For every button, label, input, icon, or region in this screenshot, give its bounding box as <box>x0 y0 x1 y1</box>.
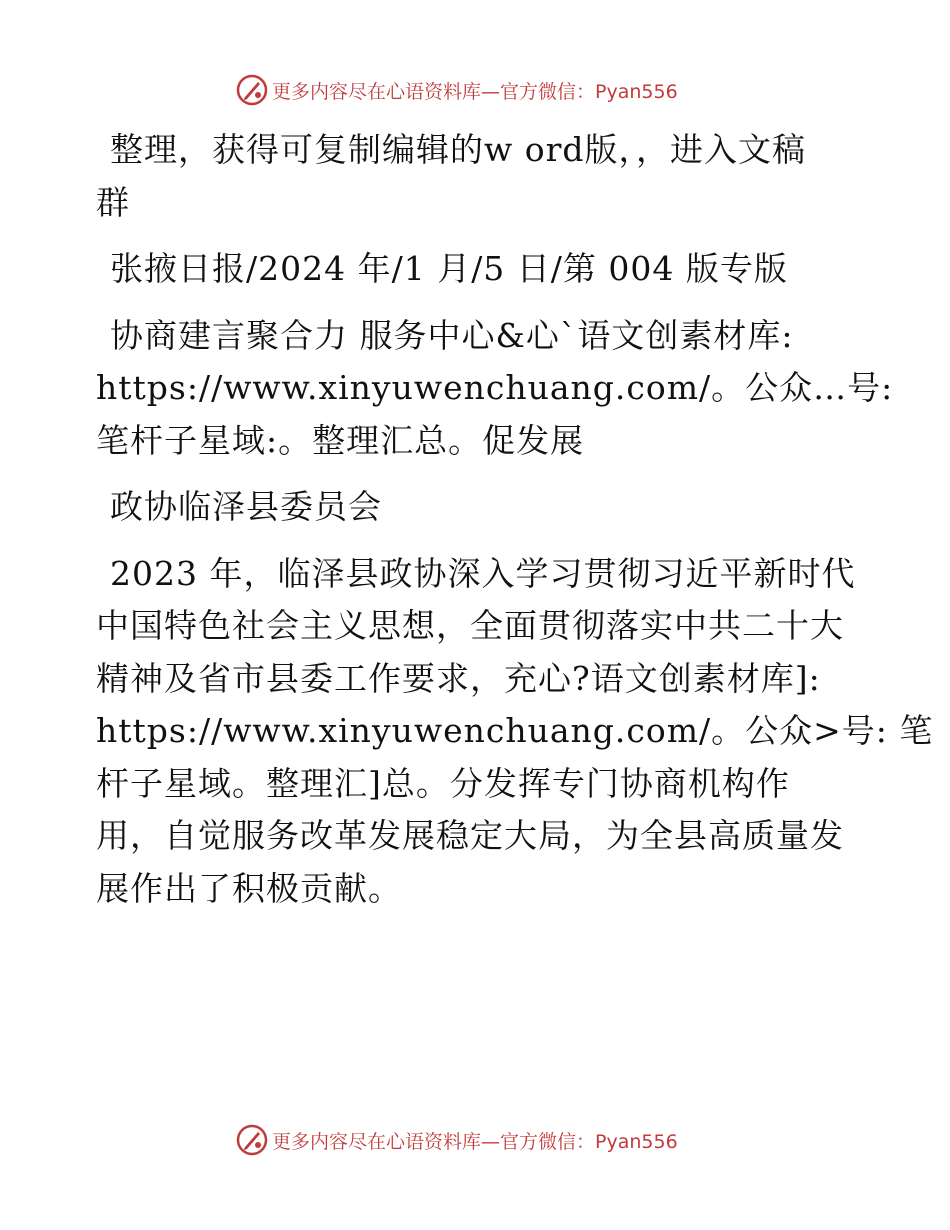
text-line: 杆子星域。整理汇]总。分发挥专门协商机构作 <box>96 763 790 803</box>
text-line: 精神及省市县委工作要求，充心?语文创素材库]: <box>96 658 821 698</box>
paragraph-source <box>96 243 856 296</box>
paragraph-title <box>96 310 894 468</box>
text-line: 群 <box>96 182 130 222</box>
text-line: https://www.xinyuwenchuang.com/。公众>号: 笔 <box>96 711 934 750</box>
text-line: 用，自觉服务改革发展稳定大局，为全县高质量发 <box>96 816 844 855</box>
text-line: 协商建言聚合力 服务中心&心`语文创素材库: <box>110 315 794 355</box>
text-line: 笔杆子星域:。整理汇总。促发展 <box>96 420 585 460</box>
document-body <box>96 124 934 929</box>
footer-watermark <box>236 1123 756 1157</box>
text-line: 中国特色社会主义思想，全面贯彻落实中共二十大 <box>96 606 844 645</box>
footer-watermark-text: 更多内容尽在心语资料库—官方微信：Pyan556 <box>272 1130 678 1153</box>
paragraph-body <box>96 548 934 916</box>
text-line: 2023 年，临泽县政协深入学习贯彻习近平新时代 <box>110 553 856 593</box>
header-watermark-text: 更多内容尽在心语资料库—官方微信：Pyan556 <box>272 80 678 103</box>
text-line: 张掖日报/2024 年/1 月/5 日/第 004 版专版 <box>110 249 788 288</box>
paragraph-author <box>96 481 856 534</box>
text-line: 政协临泽县委员会 <box>110 487 382 526</box>
text-line: https://www.xinyuwenchuang.com/。公众…号: <box>96 368 894 407</box>
text-line: 展作出了积极贡献。 <box>96 868 402 908</box>
feather-pen-logo-icon <box>236 1124 268 1156</box>
text-line: 整理，获得可复制编辑的w ord版，，进入文稿 <box>110 130 807 169</box>
feather-pen-logo-icon <box>236 74 268 106</box>
paragraph-intro <box>96 124 856 229</box>
header-watermark <box>236 73 756 107</box>
